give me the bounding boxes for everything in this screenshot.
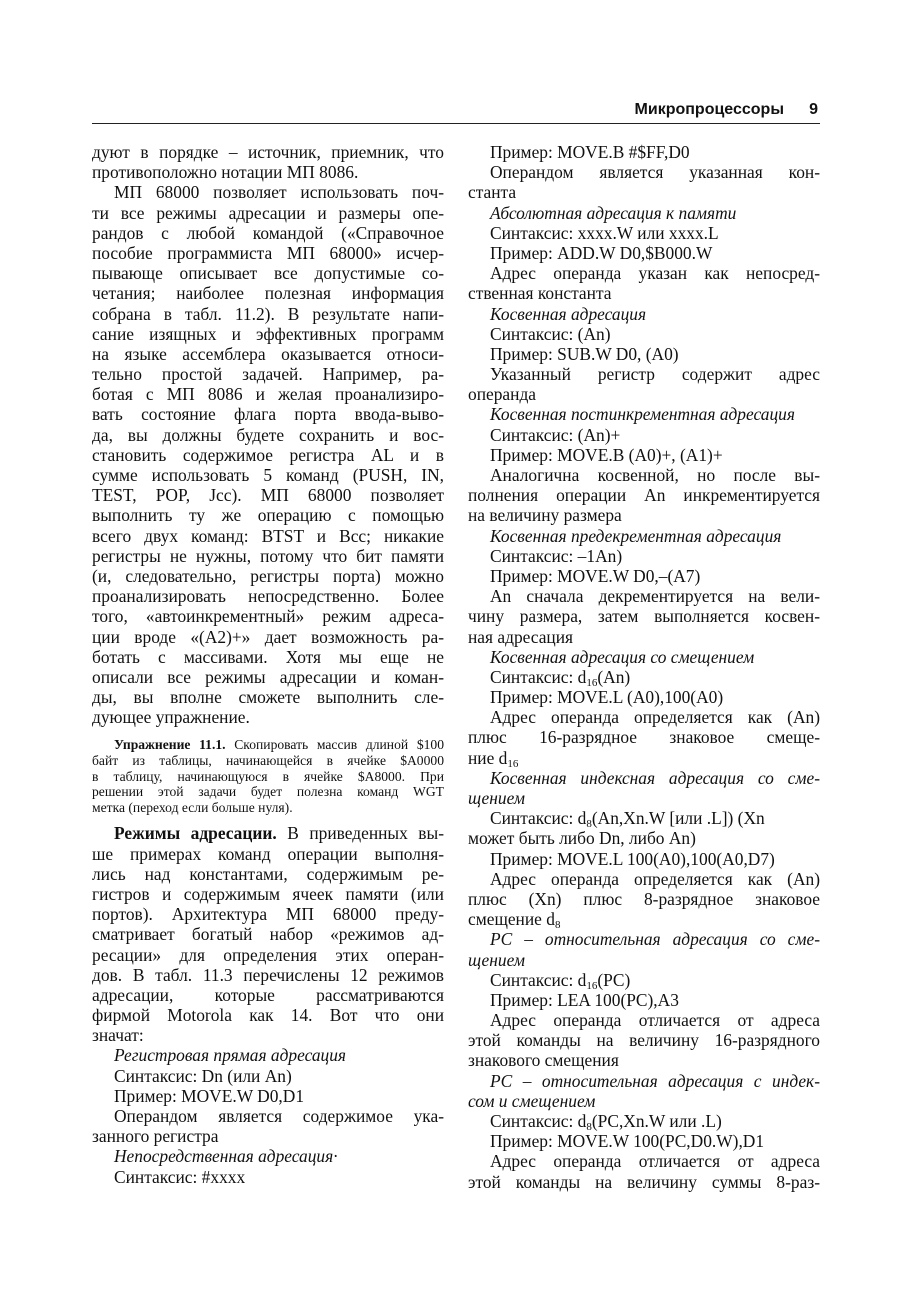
running-header — [92, 101, 820, 124]
syntax-text: Синтаксис: d — [490, 969, 587, 990]
mode-description: занного регистра — [92, 1126, 219, 1147]
mode-syntax: может быть либо Dn, либо An) — [468, 828, 696, 849]
header-title: Микропроцессоры — [634, 101, 784, 118]
mode-example: Пример: MOVE.L 100(A0),100(A0,D7) — [490, 848, 775, 869]
mode-description: Указанный регистр содержит адрес — [490, 364, 820, 385]
text-line: тельно простой задачей. Например, ра- — [92, 364, 444, 385]
mode-syntax — [468, 808, 820, 831]
mode-example: Пример: SUB.W D0, (A0) — [490, 343, 679, 364]
subscript: 16 — [507, 757, 519, 770]
text-line: значат: — [92, 1025, 144, 1046]
syntax-text: (PC) — [597, 969, 631, 990]
subscript: 8 — [586, 818, 592, 831]
text-line: байт из таблицы, начинающейся в ячейке $A0000 — [92, 753, 444, 769]
text-line: ти все режимы адресации и размеры опе- — [92, 202, 444, 223]
text-line: метка (переход если больше нуля). — [92, 799, 293, 815]
mode-syntax — [468, 667, 820, 687]
text-line: того, «автоинкрементный» режим адреса- — [92, 606, 444, 627]
text-line: сумме использовать 5 команд (PUSH, IN, — [92, 465, 444, 485]
right-column — [468, 142, 820, 1192]
mode-example: Пример: MOVE.B (A0)+, (A1)+ — [490, 444, 723, 465]
text-line — [92, 737, 444, 753]
text-line: гистров и содержимым ячеек памяти (или — [92, 883, 444, 904]
text-line: проанализировать непосредственно. Более — [92, 586, 444, 607]
mode-description: знакового смещения — [468, 1050, 619, 1071]
mode-title: сом и смещением — [468, 1090, 596, 1111]
text-line: (и, следовательно, регистры порта) можно — [92, 565, 444, 586]
mode-description — [468, 909, 820, 932]
mode-example: Пример: MOVE.B #$FF,D0 — [490, 142, 690, 162]
text-line: ше примерах команд операции выполня- — [92, 843, 444, 864]
text-line: да, вы должны будете сохранить и вос- — [92, 424, 444, 445]
mode-title: Непосредственная адресация· — [114, 1146, 338, 1167]
mode-description: Аналогична косвенной, но после вы- — [490, 465, 820, 485]
mode-description: An сначала декрементируется на вели- — [490, 586, 820, 607]
mode-description — [468, 748, 820, 768]
mode-description: Адрес операнда отличается от адреса — [490, 1151, 820, 1172]
text-line: дуют в порядке – источник, приемник, что — [92, 142, 444, 162]
mode-example: Пример: MOVE.L (A0),100(A0) — [490, 687, 724, 708]
text-line: противоположно нотации МП 8086. — [92, 162, 359, 183]
text-line: решении этой задачи будет полезна команд WGT — [92, 784, 444, 800]
mode-description: Адрес операнда указан как непосред- — [490, 263, 820, 284]
mode-syntax: Синтаксис: –1An) — [490, 545, 623, 566]
paragraph-68000 — [92, 182, 444, 727]
subscript: 16 — [586, 676, 598, 689]
mode-example: Пример: MOVE.W D0,–(A7) — [490, 565, 701, 586]
text-line: ресации» для определения этих операн- — [92, 944, 444, 965]
exercise-block — [92, 737, 444, 815]
mode-description: этой команды на величину суммы 8-раз- — [468, 1171, 820, 1192]
text-line: лись над константами, содержимым ре- — [92, 863, 444, 884]
text-line: сание изящных и эффективных программ — [92, 323, 444, 344]
text-line: на языке ассемблера оказывается относи- — [92, 343, 444, 364]
text-line: ды, вы вполне сможете выполнить сле- — [92, 687, 444, 708]
text-line — [92, 823, 444, 843]
mode-title: Косвенная адресация со смещением — [490, 646, 755, 667]
desc-text: ние d — [468, 747, 508, 768]
mode-description: этой команды на величину 16-разрядного — [468, 1030, 820, 1051]
mode-title: щением — [468, 949, 525, 970]
section-text: В приведенных вы- — [276, 823, 444, 844]
text-line: ботать с массивами. Хотя мы еще не — [92, 646, 444, 667]
mode-example: Пример: ADD.W D0,$B000.W — [490, 242, 713, 263]
text-line: рандов с любой командой («Справочное — [92, 222, 444, 243]
paragraph-continued — [92, 142, 444, 182]
mode-immediate — [92, 1146, 444, 1186]
mode-description: плюс (Xn) плюс 8-разрядное знаковое — [468, 888, 820, 909]
text-line: ции вроде «(A2)+» дает возможность ра- — [92, 626, 444, 647]
mode-description: станта — [468, 182, 517, 203]
mode-description: Адрес операнда определяется как (An) — [490, 707, 820, 728]
text-line: четания; наиболее полезная информация — [92, 283, 444, 304]
mode-title: щением — [468, 788, 525, 808]
mode-title: Косвенная постинкрементная адресация — [490, 404, 795, 425]
subscript: 8 — [554, 919, 561, 932]
mode-description: ная адресация — [468, 626, 574, 647]
text-line: адресации, которые рассматриваются — [92, 984, 444, 1005]
spacer — [92, 815, 444, 823]
mode-title: Косвенная предекрементная адресация — [490, 525, 782, 546]
text-line: фирмой Motorola как 14. Вот что они — [92, 1005, 444, 1026]
text-line: всего двух команд: BTST и Bcc; никакие — [92, 525, 444, 546]
mode-title: Косвенная индексная адресация со сме- — [490, 767, 820, 788]
text-line: становить содержимое регистра AL и в — [92, 444, 444, 465]
text-line: в таблицу, начинающуюся в ячейке $A8000. При — [92, 768, 444, 784]
text-line: описали все режимы адресации и коман- — [92, 666, 444, 687]
spacer — [92, 727, 444, 737]
subscript: 8 — [586, 1121, 592, 1133]
mode-syntax: Синтаксис: Dn (или An) — [114, 1065, 292, 1086]
mode-description: операнда — [468, 384, 537, 405]
syntax-text: (An) — [597, 666, 631, 687]
mode-description: ственная константа — [468, 283, 612, 304]
mode-syntax — [468, 970, 820, 990]
exercise-text: Скопировать массив длиной $100 — [225, 737, 445, 753]
mode-title: PC – относительная адресация со сме- — [490, 929, 820, 950]
page-number: 9 — [809, 101, 818, 118]
text-line: собрана в табл. 11.2). В результате напи- — [92, 303, 444, 324]
mode-syntax — [468, 1111, 820, 1131]
mode-description: Адрес операнда определяется как (An) — [490, 868, 820, 889]
syntax-text: Синтаксис: d — [490, 808, 587, 829]
mode-example: Пример: MOVE.W 100(PC,D0.W),D1 — [490, 1131, 765, 1152]
mode-description: чину размера, затем выполняется косвен- — [468, 606, 820, 627]
syntax-text: Синтаксис: d — [490, 1111, 587, 1131]
text-line: МП 68000 позволяет использовать поч- — [114, 182, 444, 203]
subscript: 16 — [586, 979, 598, 992]
mode-description: Адрес операнда отличается от адреса — [490, 1010, 820, 1031]
mode-title: Абсолютная адресация к памяти — [490, 202, 737, 223]
text-line: TEST, POP, Jcc). МП 68000 позволяет — [92, 485, 444, 506]
mode-syntax: Синтаксис: #xxxx — [114, 1166, 246, 1187]
paragraph-modes — [92, 823, 444, 1045]
text-line: пособие программиста МП 68000» исчер- — [92, 242, 444, 263]
text-line: пывающе описывает все допустимые со- — [92, 263, 444, 284]
desc-text: смещение d — [468, 909, 555, 930]
text-line: регистры не нужны, потому что бит памяти — [92, 545, 444, 566]
syntax-text: (PC,Xn.W или .L) — [591, 1111, 722, 1131]
text-line: дующее упражнение. — [92, 707, 250, 728]
syntax-text: Синтаксис: d — [490, 666, 587, 687]
exercise-title: Упражнение 11.1. — [114, 737, 226, 753]
mode-example: Пример: MOVE.W D0,D1 — [114, 1085, 305, 1106]
text-line: ботая с МП 8086 и желая проанализиро- — [92, 384, 444, 405]
mode-title: Косвенная адресация — [490, 303, 647, 324]
mode-description: Операндом является указанная кон- — [490, 162, 820, 183]
text-line: сматривает богатый набор «режимов ад- — [92, 924, 444, 945]
section-heading: Режимы адресации. — [114, 823, 277, 844]
mode-syntax: Синтаксис: (An) — [490, 323, 611, 344]
text-line: вать состояние флага порта ввода-выво- — [92, 404, 444, 425]
mode-syntax: Синтаксис: (An)+ — [490, 424, 621, 445]
mode-description: полнения операции An инкрементируется — [468, 485, 820, 506]
left-column — [92, 142, 444, 1187]
text-line: дов. В табл. 11.3 перечислены 12 режимов — [92, 964, 444, 985]
mode-description: Операндом является содержимое ука- — [114, 1106, 444, 1127]
mode-description: плюс 16-разрядное знаковое смеще- — [468, 727, 820, 748]
mode-title: Регистровая прямая адресация — [114, 1045, 347, 1066]
mode-syntax: Синтаксис: xxxx.W или xxxx.L — [490, 222, 719, 243]
text-line: портов). Архитектура МП 68000 преду- — [92, 904, 444, 925]
mode-description: на величину размера — [468, 505, 622, 526]
syntax-text: (An,Xn.W [или .L]) (Xn — [591, 808, 765, 829]
text-line: выполнить ту же операцию с помощью — [92, 505, 444, 526]
mode-example: Пример: LEA 100(PC),A3 — [490, 989, 679, 1010]
mode-register-direct — [92, 1045, 444, 1146]
mode-title: PC – относительная адресация с индек- — [490, 1070, 820, 1091]
